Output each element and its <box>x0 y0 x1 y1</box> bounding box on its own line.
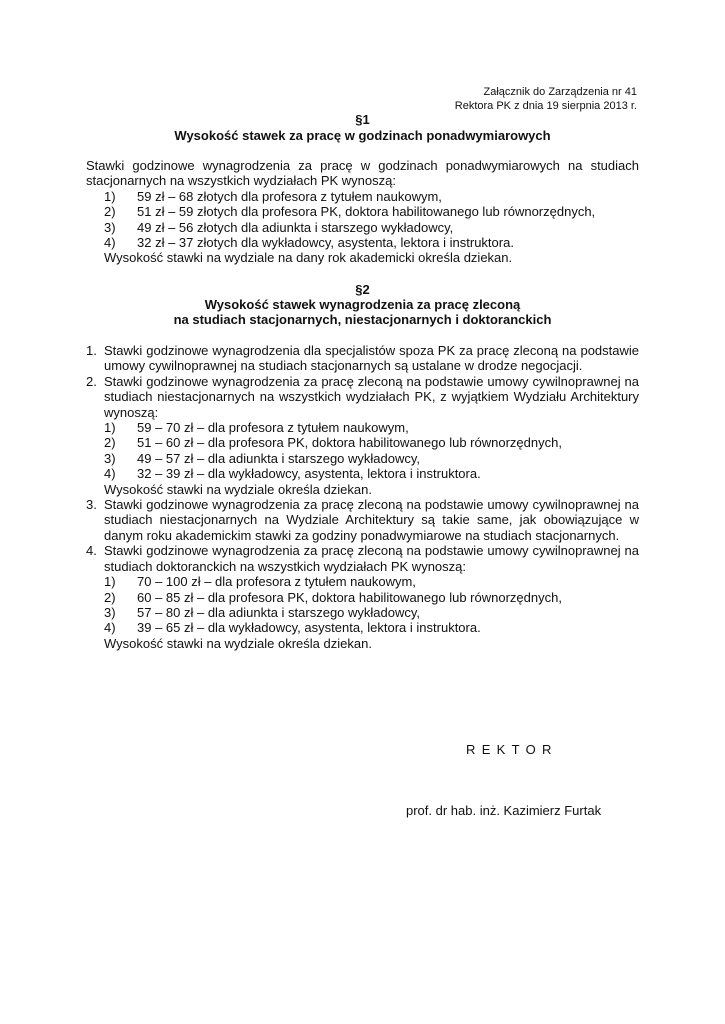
list-item: 3) 57 – 80 zł – dla adiunkta i starszego wykładowcy, <box>104 604 421 620</box>
paragraph-2-note: Wysokość stawki na wydziale określa dziekan. <box>104 481 372 497</box>
section-2-title-line-2: na studiach stacjonarnych, niestacjonarnych i doktoranckich <box>173 312 552 327</box>
list-item: 4) 32 – 39 zł – dla wykładowcy, asystenta, lektora i instruktora. <box>104 466 481 482</box>
paragraph-3: 3. Stawki godzinowe wynagrodzenia za pracę zleconą na podstawie umowy cywilnoprawnej na studiach niestacjonarnych na Wydziale Architektury są takie same, jak obowiązujące w danym roku akademickim stawki za godziny ponadwymiarowe na studiach stacjonarnych. <box>86 497 639 543</box>
paragraph-2-rate-list <box>86 420 639 482</box>
section-2-body <box>86 343 639 651</box>
section-1-title: Wysokość stawek za pracę w godzinach ponadwymiarowych <box>174 128 551 143</box>
list-item: 3) 49 zł – 56 złotych dla adiunkta i starszego wykładowcy, <box>104 219 454 235</box>
list-item: 1) 59 – 70 zł – dla profesora z tytułem naukowym, <box>104 420 409 436</box>
section-1-mark: §1 <box>355 112 370 127</box>
list-item: 2) 60 – 85 zł – dla profesora PK, doktora habilitowanego lub równorzędnych, <box>104 589 562 605</box>
section-1-intro-line-1: Stawki godzinowe wynagrodzenia za pracę w godzinach ponadwymiarowych na studiach <box>86 158 639 173</box>
list-item: 1) 59 zł – 68 złotych dla profesora z tytułem naukowym, <box>104 188 442 204</box>
list-item: 3) 49 – 57 zł – dla adiunkta i starszego wykładowcy, <box>104 450 421 466</box>
section-2-title-line-1: Wysokość stawek wynagrodzenia za pracę zleconą <box>204 297 521 312</box>
attachment-header-line-2: Rektora PK z dnia 19 sierpnia 2013 r. <box>454 100 637 112</box>
attachment-header-line-1: Załącznik do Zarządzenia nr 41 <box>483 86 637 98</box>
paragraph-4-rate-list <box>86 574 639 636</box>
section-1-intro-line-2: stacjonarnych na wszystkich wydziałach PK wynoszą: <box>86 173 396 189</box>
section-1-rate-list <box>86 189 639 251</box>
list-item: 4) 39 – 65 zł – dla wykładowcy, asystenta, lektora i instruktora. <box>104 620 481 636</box>
section-1-body <box>86 158 639 266</box>
list-item: 2) 51 zł – 59 złotych dla profesora PK, doktora habilitowanego lub równorzędnych, <box>104 204 596 220</box>
list-item: 2) 51 – 60 zł – dla profesora PK, doktora habilitowanego lub równorzędnych, <box>104 435 562 451</box>
paragraph-1: 1. Stawki godzinowe wynagrodzenia dla specjalistów spoza PK za pracę zleconą na podstawie umowy cywilnoprawnej na studiach stacjonarnych są ustalane w drodze negocjacji. <box>86 343 639 374</box>
paragraph-2: 2. Stawki godzinowe wynagrodzenia za pracę zleconą na podstawie umowy cywilnoprawnej na studiach niestacjonarnych na wszystkich wydziałach PK, z wyjątkiem Wydziału Architektury wynoszą: <box>86 373 639 420</box>
section-1-note: Wysokość stawki na wydziale na dany rok akademicki określa dziekan. <box>104 250 513 266</box>
list-item: 4) 32 zł – 37 złotych dla wykładowcy, asystenta, lektora i instruktora. <box>104 235 514 251</box>
section-2-mark: §2 <box>355 282 370 297</box>
paragraph-4-note: Wysokość stawki na wydziale określa dziekan. <box>104 635 372 651</box>
paragraph-4: 4. Stawki godzinowe wynagrodzenia za pracę zleconą na podstawie umowy cywilnoprawnej na studiach doktoranckich na wszystkich wydziałach PK wynoszą: <box>86 543 639 574</box>
list-item: 1) 70 – 100 zł – dla profesora z tytułem naukowym, <box>104 574 416 590</box>
attachment-header <box>455 85 637 113</box>
rector-title: REKTOR <box>466 742 558 757</box>
signer-name: prof. dr hab. inż. Kazimierz Furtak <box>406 803 602 818</box>
